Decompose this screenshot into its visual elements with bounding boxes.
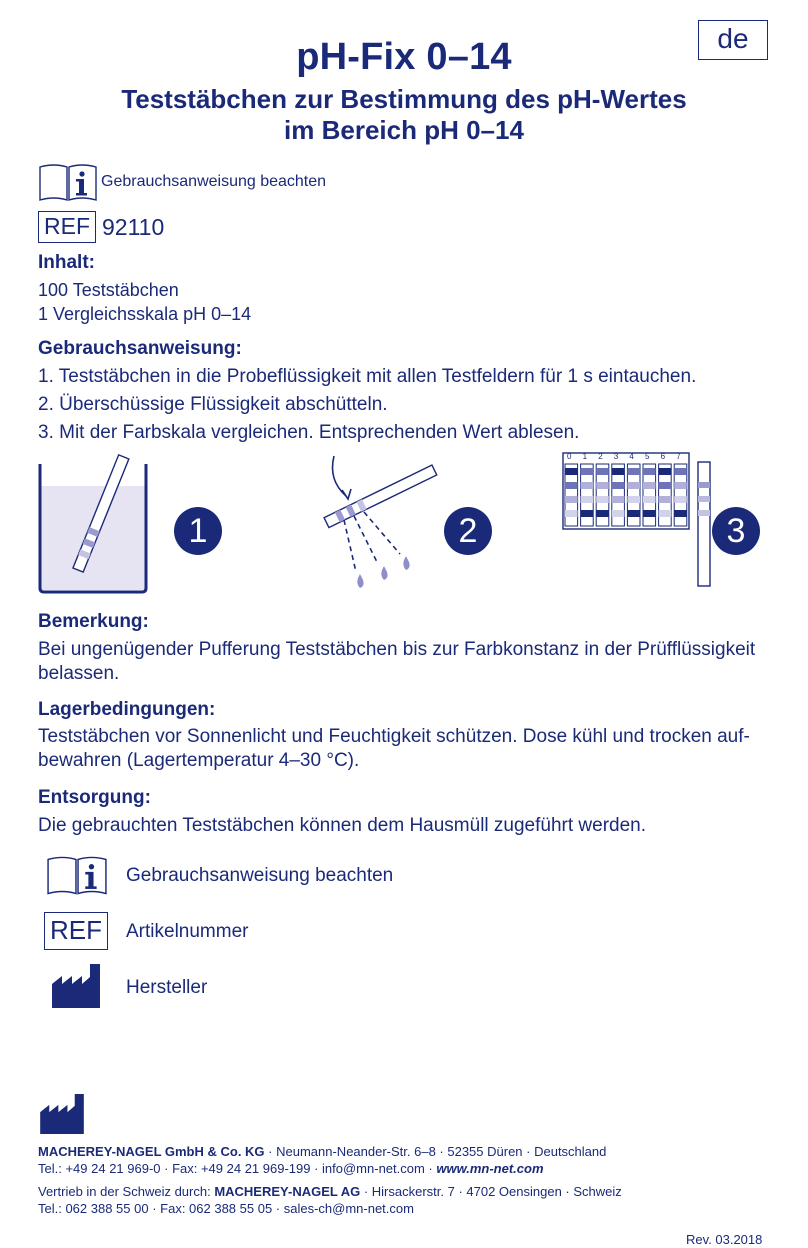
shake-illustration [312,450,442,595]
scale-label: 2 [598,452,603,461]
step-number-2: 2 [444,507,492,555]
scale-pad [612,510,625,517]
scale-pad [565,496,578,503]
scale-pad [643,482,656,489]
instructions-note: Gebrauchsanweisung beachten [101,173,327,190]
scale-labels [562,452,692,464]
usage-step-3: 3. Mit der Farbskala vergleichen. Entsprechenden Wert ablesen. [38,422,580,443]
scale-pad [627,482,640,489]
scale-pad [643,510,656,517]
info-book-icon [38,162,98,202]
contents-item: 1 Vergleichsskala pH 0–14 [38,304,252,324]
disposal-text: Die gebrauchten Teststäbchen können dem Hausmüll zugeführt werden. [38,815,647,836]
scale-pad [565,468,578,475]
language-badge: de [698,20,768,60]
scale-pad [659,482,672,489]
step-number-3: 3 [712,507,760,555]
subtitle-line-1: Teststäbchen zur Bestimmung des pH-Wertes [121,84,687,114]
scale-pad [596,482,609,489]
ref-number: 92110 [102,214,165,240]
footer-swiss-contact: Tel.: 062 388 55 00 · Fax: 062 388 55 05 · sales-ch@mn-net.com [38,1201,414,1216]
contents-heading: Inhalt: [38,252,95,273]
beaker-illustration [36,452,156,597]
page-subtitle [0,84,808,146]
scale-label: 1 [582,452,588,461]
scale-pad [659,510,672,517]
scale-pad [659,468,672,475]
scale-pad [674,496,687,503]
usage-step-2: 2. Überschüssige Flüssigkeit abschütteln. [38,394,388,415]
remark-line-1: Bei ungenügender Pufferung Teststäbchen bis zur Farbkonstanz in der Prüfflüssigkeit [38,639,756,660]
storage-line-1: Teststäbchen vor Sonnenlicht und Feuchtigkeit schützen. Dose kühl und trocken auf- [38,726,750,747]
footer-contact: Tel.: +49 24 21 969-0 · Fax: +49 24 21 969-199 · info@mn-net.com · [38,1161,437,1176]
scale-pad [565,510,578,517]
footer-contact-line [38,1160,544,1177]
legend-label-article-number: Artikelnummer [126,921,249,942]
scale-label: 3 [613,452,619,461]
scale-pad [674,482,687,489]
factory-icon [38,1094,86,1134]
legend-label-instructions: Gebrauchsanweisung beachten [126,865,394,886]
scale-label: 7 [676,452,681,461]
color-scale-illustration [562,452,722,592]
factory-icon [52,964,100,1008]
page-title: pH-Fix 0–14 [296,36,512,78]
footer-company: MACHEREY-NAGEL GmbH & Co. KG [38,1144,265,1159]
scale-pad [596,510,609,517]
subtitle-line-2: im Bereich pH 0–14 [284,115,524,145]
usage-step-1: 1. Teststäbchen in die Probeflüssigkeit mit allen Testfeldern für 1 s eintauchen. [38,366,697,387]
scale-pad [659,496,672,503]
footer-swiss-prefix: Vertrieb in der Schweiz durch: [38,1184,215,1199]
scale-pad [565,482,578,489]
step-number-1: 1 [174,507,222,555]
scale-pad [674,510,687,517]
footer-company-line [38,1143,606,1160]
scale-label: 6 [660,452,666,461]
footer-swiss-company: MACHEREY-NAGEL AG [214,1184,361,1199]
disposal-heading: Entsorgung: [38,787,151,808]
scale-pad [581,482,594,489]
legend-label-manufacturer: Hersteller [126,977,208,998]
footer-address: · Neumann-Neander-Str. 6–8 · 52355 Düren · Deutschland [264,1144,607,1159]
footer-swiss-address: · Hirsackerstr. 7 · 4702 Oensingen · Schweiz [360,1184,622,1199]
footer-website-link[interactable]: www.mn-net.com [436,1161,544,1176]
remark-line-2: belassen. [38,663,120,684]
usage-heading: Gebrauchsanweisung: [38,338,242,359]
scale-label: 0 [567,452,572,461]
scale-pad [581,496,594,503]
revision-label: Rev. 03.2018 [686,1232,763,1247]
scale-pad [643,468,656,475]
scale-pad [627,510,640,517]
scale-pad [612,482,625,489]
scale-pad [612,496,625,503]
ref-symbol: REF [38,211,96,243]
scale-label: 4 [629,452,634,461]
contents-item: 100 Teststäbchen [38,280,179,300]
scale-pad [581,468,594,475]
storage-heading: Lagerbedingungen: [38,699,216,720]
scale-pad [674,468,687,475]
scale-pad [643,496,656,503]
scale-pad [627,496,640,503]
scale-pad [612,468,625,475]
scale-pad [627,468,640,475]
remark-heading: Bemerkung: [38,611,149,632]
info-book-icon [46,854,108,896]
ref-symbol: REF [44,912,108,950]
scale-pad [581,510,594,517]
scale-label: 5 [645,452,650,461]
scale-pad [596,468,609,475]
scale-pad [596,496,609,503]
storage-line-2: bewahren (Lagertemperatur 4–30 °C). [38,750,360,771]
footer-swiss-line [38,1183,622,1200]
